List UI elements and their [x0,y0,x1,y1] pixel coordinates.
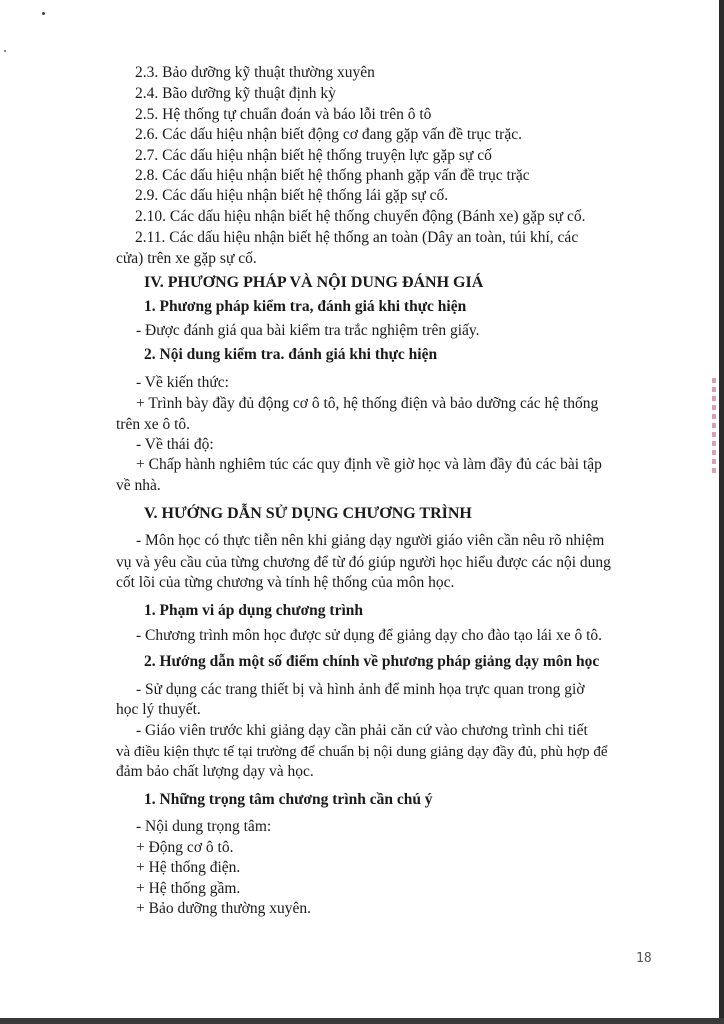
margin-stamp-mark [712,378,716,476]
paragraph-line: trên xe ô tô. [116,416,191,433]
paragraph-line: đảm bảo chất lượng dạy và học. [116,763,314,780]
scan-edge-right [719,0,724,1024]
subheading-scope: 1. Phạm vi áp dụng chương trình [144,602,364,619]
list-item-2-9: 2.9. Các dấu hiệu nhận biết hệ thống lái gặp sự cố. [135,187,449,204]
bullet-item: + Hệ thống gầm. [136,880,241,897]
paragraph-line: + Trình bày đầy đủ động cơ ô tô, hệ thống điện và bảo dưỡng các hệ thống [136,395,599,412]
scan-edge-bottom [0,1018,724,1024]
list-item-2-10: 2.10. Các dấu hiệu nhận biết hệ thống chuyển động (Bánh xe) gặp sự cố. [135,208,586,225]
paragraph-line: - Nội dung trọng tâm: [136,818,272,835]
bullet-item: + Động cơ ô tô. [136,839,234,856]
subheading-1: 1. Phương pháp kiểm tra, đánh giá khi thực hiện [144,298,467,315]
paragraph-line: vụ và yêu cầu của từng chương để từ đó giúp người học hiểu được các nội dung [116,554,611,571]
paragraph-line: - Về kiến thức: [136,374,229,391]
paragraph-line: và điều kiện thực tế tại trường để chuẩn bị nội dung giảng dạy đầy đủ, phù hợp để [116,744,608,760]
list-item-2-11-cont: cửa) trên xe gặp sự cố. [116,250,257,267]
subheading-2: 2. Nội dung kiểm tra. đánh giá khi thực hiện [144,346,438,363]
paragraph-line: học lý thuyết. [116,701,201,718]
paragraph-line: - Sử dụng các trang thiết bị và hình ảnh để minh họa trực quan trong giờ [136,681,585,698]
paragraph-line: + Chấp hành nghiêm túc các quy định về giờ học và làm đầy đủ các bài tập [136,456,602,473]
list-item-2-3: 2.3. Bảo dưỡng kỹ thuật thường xuyên [135,64,375,81]
list-item-2-6: 2.6. Các dấu hiệu nhận biết động cơ đang gặp vấn đề trục trặc. [135,126,522,143]
page-number: 18 [636,951,652,966]
scan-speck [42,12,45,15]
bullet-item: + Bảo dưỡng thường xuyên. [136,900,311,917]
section-heading-v: V. HƯỚNG DẪN SỬ DỤNG CHƯƠNG TRÌNH [144,505,472,522]
bullet-item: + Hệ thống điện. [136,859,241,876]
list-item-2-7: 2.7. Các dấu hiệu nhận biết hệ thống truyện lực gặp sự cố [135,147,492,164]
paragraph-line: cốt lõi của từng chương và tính hệ thống của môn học. [116,574,455,591]
list-item-2-11: 2.11. Các dấu hiệu nhận biết hệ thống an toàn (Dây an toàn, túi khí, các [135,229,579,246]
list-item-2-5: 2.5. Hệ thống tự chuẩn đoán và báo lỗi trên ô tô [135,106,432,123]
subheading-focus: 1. Những trọng tâm chương trình cần chú ý [144,791,433,808]
list-item-2-8: 2.8. Các dấu hiệu nhận biết hệ thống phanh gặp vấn đề trục trặc [135,167,530,184]
paragraph-line: - Môn học có thực tiễn nên khi giảng dạy người giáo viên cần nêu rõ nhiệm [136,532,605,549]
paragraph-line: về nhà. [116,477,161,494]
paragraph-line: - Giáo viên trước khi giảng dạy cần phải căn cứ vào chương trình chi tiết [136,722,588,739]
paragraph-line: - Về thái độ: [136,436,214,453]
scan-speck [4,50,6,52]
paragraph-line: - Chương trình môn học được sử dụng để giảng dạy cho đào tạo lái xe ô tô. [136,627,603,644]
paragraph-line: - Được đánh giá qua bài kiểm tra trắc nghiệm trên giấy. [136,322,480,339]
list-item-2-4: 2.4. Bão dưỡng kỹ thuật định kỳ [135,85,336,102]
subheading-guidance: 2. Hướng dẫn một số điểm chính về phương pháp giảng dạy môn học [144,653,600,670]
section-heading-iv: IV. PHƯƠNG PHÁP VÀ NỘI DUNG ĐÁNH GIÁ [144,274,484,291]
